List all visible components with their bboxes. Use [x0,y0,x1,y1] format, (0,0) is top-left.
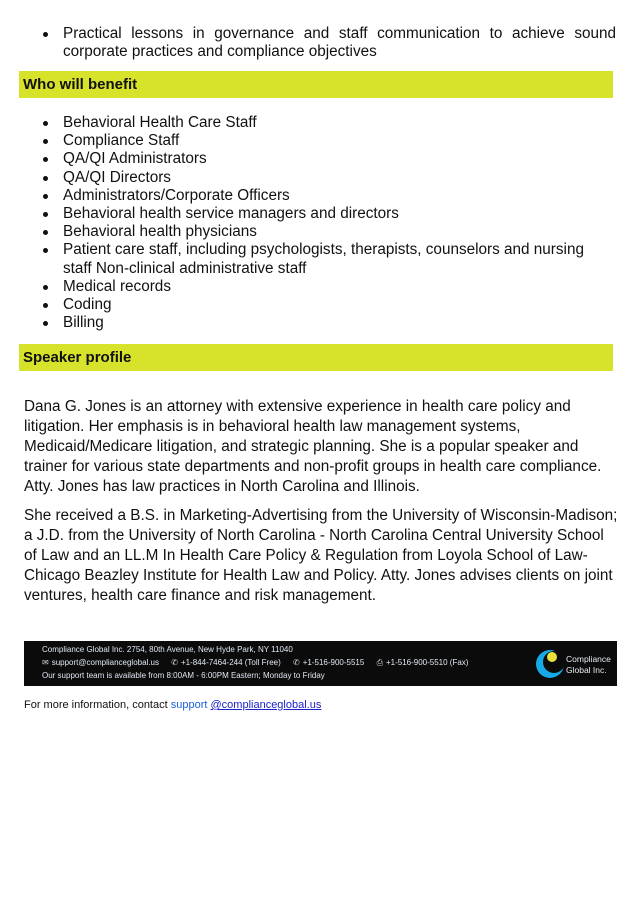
bullet-icon [43,212,48,217]
list-item-text: QA/QI Administrators [63,150,207,168]
footer-banner [24,641,617,686]
list-item [0,296,638,314]
logo-crescent-icon [533,645,567,683]
fax-icon: ⎙ [376,658,383,667]
footer-address: Compliance Global Inc. 2754, 80th Avenue, New Hyde Park, NY 11040 [42,645,293,654]
list-item [0,132,638,150]
list-item [0,169,638,187]
bullet-icon [43,121,48,126]
footer-email: support@complianceglobal.us [51,658,159,667]
bullet-icon [43,248,48,253]
list-item-text: Behavioral health physicians [63,223,257,241]
list-item-text: Behavioral health service managers and directors [63,205,399,223]
bullet-icon [43,139,48,144]
email-link[interactable]: @complianceglobal.us [210,699,322,711]
list-item [0,241,638,277]
list-item [0,314,638,332]
list-item-text: Practical lessons in governance and staff communication to achieve sound corporate practices and compliance objectives [63,25,616,61]
section-heading-speaker-profile: Speaker profile [19,344,613,371]
list-item [0,223,638,241]
footer-fax: +1-516-900-5510 (Fax) [385,658,469,667]
footer-hours: Our support team is available from 8:00AM - 6:00PM Eastern; Monday to Friday [42,671,325,680]
phone-icon: ✆ [171,658,178,667]
bullet-icon [43,321,48,326]
footer-phone: +1-516-900-5515 [302,658,365,667]
compliance-global-logo [533,645,617,683]
list-item [0,114,638,132]
footer-phone-tollfree: +1-844-7464-244 (Toll Free) [180,658,281,667]
logo-text-line2: Global Inc. [566,665,607,675]
intro-bullet-list [0,25,638,61]
contact-prefix: For more information, contact [24,699,171,711]
list-item-text: Behavioral Health Care Staff [63,114,257,131]
list-item-text: Billing [63,314,104,332]
logo-text-line1: Compliance [566,654,611,664]
section-heading-who-will-benefit: Who will benefit [19,71,613,98]
contact-info [24,698,321,712]
bullet-icon [43,157,48,162]
list-item [0,187,638,205]
footer-contact-row [42,658,468,668]
list-item [0,150,638,168]
bullet-icon [43,285,48,290]
list-item [0,25,638,61]
list-item-text: QA/QI Directors [63,168,171,186]
speaker-bio-paragraph: Dana G. Jones is an attorney with extensive experience in health care policy and litigation. Her emphasis is in behavioral health law management systems, Medicaid/Medicare litigation, and strategic planning. She is a popular speaker and trainer for various state departments and non-profit groups in health care compliance. Atty. Jones has law practices in North Carolina and Illinois. [24,398,602,495]
list-item-text: Medical records [63,277,171,295]
mail-icon: ✉ [42,658,49,667]
list-item-text: Administrators/Corporate Officers [63,186,290,204]
list-item-text: Compliance Staff [63,132,180,150]
benefit-list [0,114,638,332]
bullet-icon [43,176,48,181]
list-item-text: Coding [63,296,112,314]
list-item [0,205,638,223]
bullet-icon [43,303,48,308]
bullet-icon [43,194,48,199]
bullet-icon [43,32,48,37]
phone-icon: ✆ [293,658,300,667]
list-item-text: Patient care staff, including psychologists, therapists, counselors and nursing staff Non-clinical administrative staff [63,241,584,277]
bullet-icon [43,230,48,235]
support-link[interactable]: support [170,699,208,711]
speaker-education-paragraph: She received a B.S. in Marketing-Advertising from the University of Wisconsin-Madison; a J.D. from the University of North Carolina - North Carolina Central University School of Law and an LL.M In Health Care Policy & Regulation from Loyola School of Law-Chicago Beazley Institute for Health Law and Policy. Atty. Jones advises clients on joint ventures, health care finance and risk management. [24,507,618,604]
list-item [0,278,638,296]
